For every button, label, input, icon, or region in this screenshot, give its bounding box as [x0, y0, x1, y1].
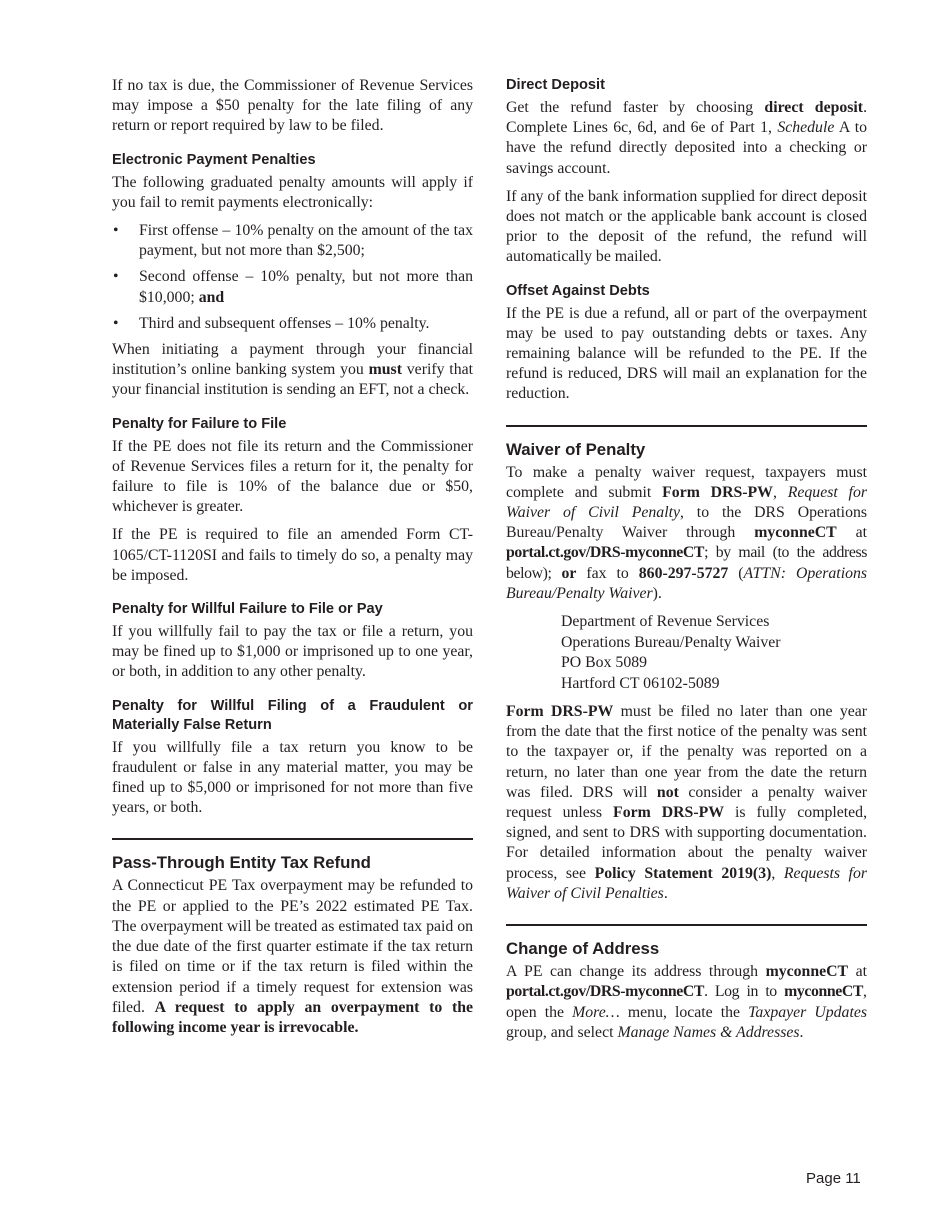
electronic-payment-penalties-heading: Electronic Payment Penalties: [112, 151, 316, 168]
late-filing-paragraph: If no tax is due, the Commissioner of Revenue Services may impose a $50 penalty for the late filing of any return or report required by law to be filed.: [112, 77, 473, 135]
willful-failure-heading: Penalty for Willful Failure to File or Pay: [112, 601, 383, 618]
section-divider: [112, 838, 473, 840]
bank-info-paragraph: If any of the bank information supplied for direct deposit does not match or the applicable bank account is closed prior to the deposit of the refund, the refund will automatically be mailed.: [506, 187, 867, 266]
change-of-address-heading: Change of Address: [506, 939, 660, 959]
willful-failure-paragraph: If you willfully fail to pay the tax or file a return, you may be fined up to $1,000 or imprisoned up to one year, or both, in addition to any other penalty.: [112, 623, 473, 681]
waiver-deadline-paragraph: Form DRS-PW must be filed no later than one year from the date that the first notice of the penalty was sent to the taxpayer or, if the penalty was reported on a return, no later than one year from the date the return was filed. DRS will not consider a penalty waiver request unless Form DRS-PW is fully completed, signed, and sent to DRS with supporting documentation. For detailed information about the penalty waiver process, see Policy Statement 2019(3), Requests for Waiver of Civil Penalties.: [506, 703, 868, 902]
amended-return-paragraph: If the PE is required to file an amended Form CT-1065/CT-1120SI and fails to timely do so, a penalty may be imposed.: [112, 526, 473, 584]
pte-refund-heading: Pass-Through Entity Tax Refund: [112, 853, 371, 873]
eft-verification-paragraph: When initiating a payment through your financial institution’s online banking system you must verify that your financial institution is sending an EFT, not a check.: [112, 341, 473, 399]
list-item: • First offense – 10% penalty on the amount of the tax payment, but not more than $2,500;: [113, 222, 473, 260]
failure-to-file-heading: Penalty for Failure to File: [112, 415, 287, 432]
waiver-request-paragraph: To make a penalty waiver request, taxpayers must complete and submit Form DRS-PW, Request for Waiver of Civil Penalty, to the DRS Operations Bureau/Penalty Waiver through myconneCT at portal.ct.gov/DRS-myconneCT; by mail (to the address below); or fax to 860-297-5727 (ATTN: Operations Bureau/Penalty Waiver).: [506, 463, 868, 602]
section-divider: [506, 924, 867, 926]
section-divider: [506, 425, 867, 427]
address-line: Hartford CT 06102-5089: [561, 674, 720, 692]
pte-refund-paragraph: A Connecticut PE Tax overpayment may be refunded to the PE or applied to the PE’s 2022 estimated PE Tax. The overpayment will be treated as estimated tax paid on the due date of the first quarter estimate if the tax return is filed on time or if the tax return is filed within the extension period if a timely request for extension was filed. A request to apply an overpayment to the following income year is irrevocable.: [112, 877, 474, 1036]
fraudulent-return-heading: Penalty for Willful Filing of a Fraudulent or Materially False Return: [112, 697, 473, 733]
address-line: PO Box 5089: [561, 654, 648, 672]
left-column: [112, 76, 473, 1046]
direct-deposit-paragraph: Get the refund faster by choosing direct deposit. Complete Lines 6c, 6d, and 6e of Part 1, Schedule A to have the refund directly deposited into a checking or savings account.: [506, 99, 868, 177]
offset-heading: Offset Against Debts: [506, 282, 650, 299]
bullet-icon: •: [113, 268, 119, 286]
electronic-penalties-intro: The following graduated penalty amounts will apply if you fail to remit payments electronically:: [112, 173, 473, 211]
address-line: Operations Bureau/Penalty Waiver: [561, 633, 781, 651]
penalty-list: [112, 221, 473, 334]
offset-paragraph: If the PE is due a refund, all or part of the overpayment may be used to pay outstanding debts or taxes. Any remaining balance will be refunded to the PE. If the refund is reduced, DRS will mail an explanation for the reduction.: [506, 304, 867, 403]
list-item: • Third and subsequent offenses – 10% penalty.: [112, 314, 473, 334]
bullet-icon: •: [113, 222, 119, 240]
change-of-address-paragraph: A PE can change its address through myconneCT at portal.ct.gov/DRS-myconneCT. Log in to myconneCT, open the More… menu, locate the Taxpayer Updates group, and select Manage Names & Addresses.: [506, 963, 868, 1041]
mailing-address: [561, 612, 867, 694]
list-item: • Second offense – 10% penalty, but not more than $10,000; and: [113, 268, 473, 306]
waiver-heading: Waiver of Penalty: [506, 439, 646, 459]
bullet-icon: •: [113, 314, 119, 332]
address-line: Department of Revenue Services: [561, 613, 770, 631]
right-column: [506, 76, 867, 1051]
fraudulent-return-paragraph: If you willfully file a tax return you know to be fraudulent or false in any material matter, you may be fined up to $5,000 or imprisoned for not more than five years, or both.: [112, 738, 473, 817]
direct-deposit-heading: Direct Deposit: [506, 77, 605, 93]
page-number: Page 11: [806, 1170, 861, 1187]
failure-to-file-paragraph: If the PE does not file its return and the Commissioner of Revenue Services files a return for it, the penalty for failure to file is 10% of the balance due or $50, whichever is greater.: [112, 437, 473, 516]
